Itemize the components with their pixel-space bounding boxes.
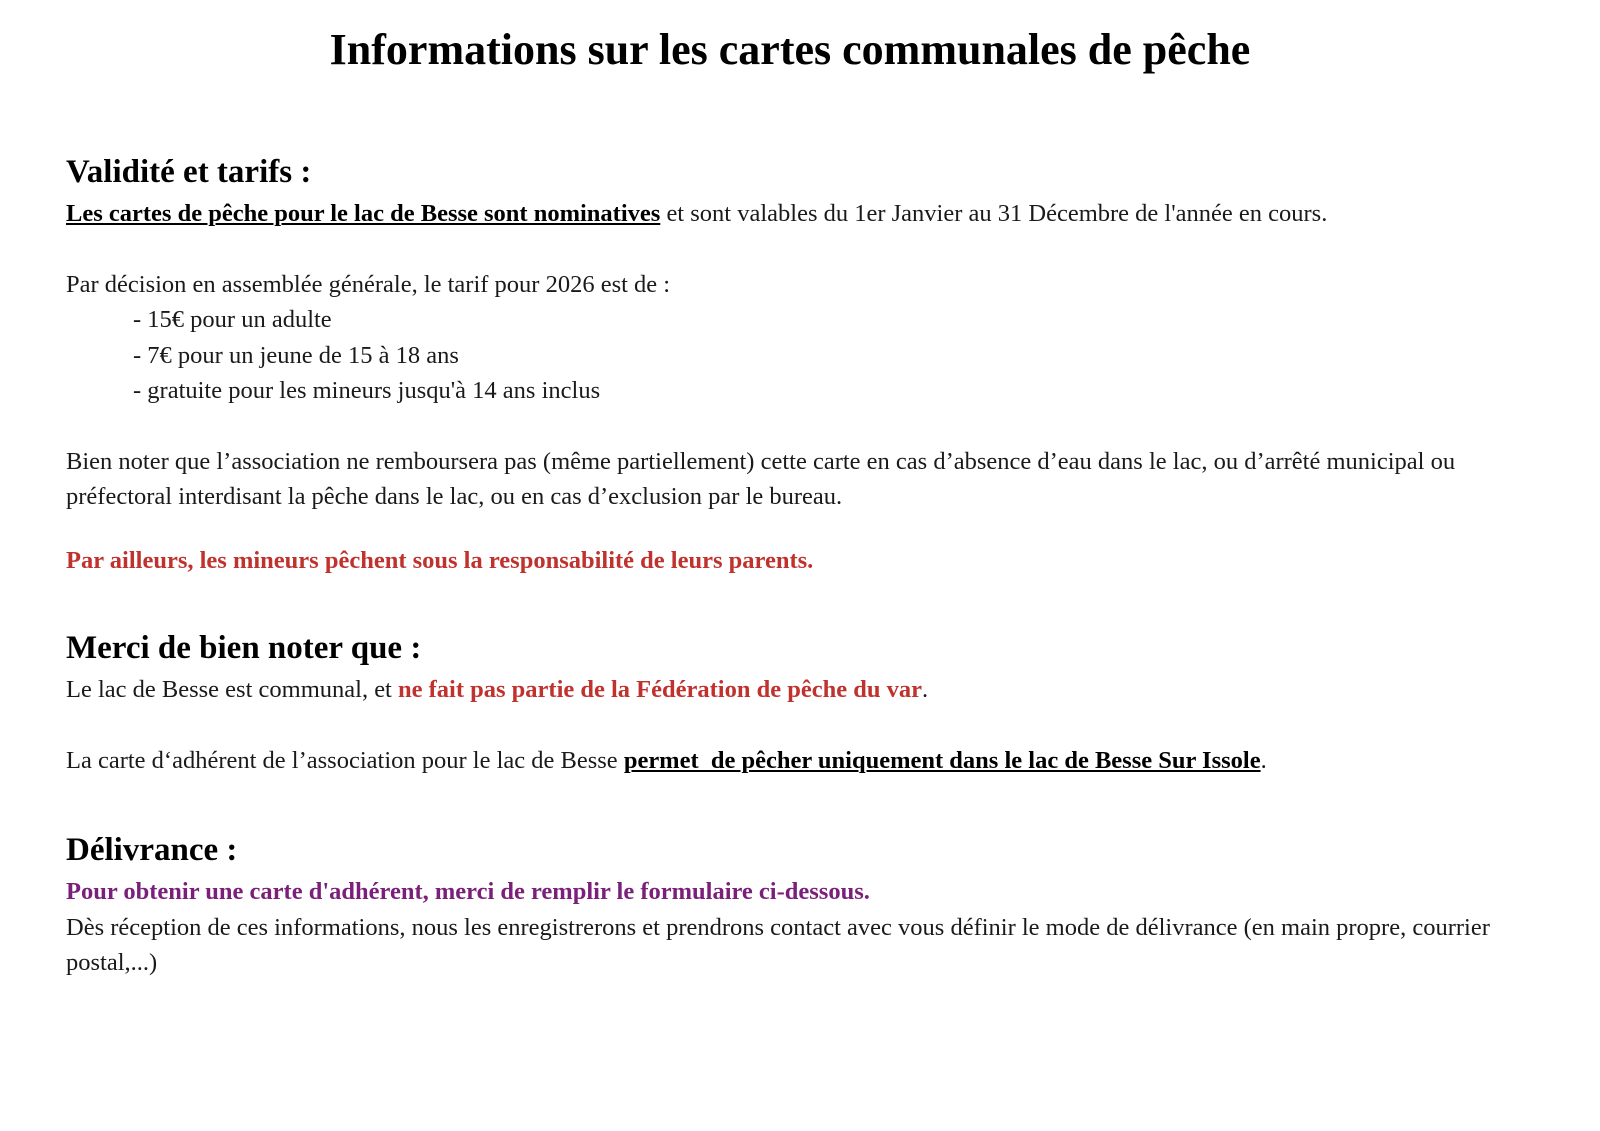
lake-suffix-text: . [922, 676, 929, 703]
validity-paragraph [66, 196, 1566, 232]
lake-status-paragraph [66, 672, 1566, 708]
section-heading-merci: Merci de bien noter que : [66, 630, 422, 666]
card-scope-paragraph [66, 743, 1566, 779]
document-body [66, 150, 1566, 981]
card-suffix-text: . [1260, 746, 1267, 774]
tarif-item-youth: - 7€ pour un jeune de 15 à 18 ans [133, 341, 459, 369]
minors-notice: Par ailleurs, les mineurs pêchent sous la responsabilité de leurs parents. [66, 546, 814, 574]
section-heading-delivrance: Délivrance : [66, 832, 238, 868]
section-validite-tarifs [66, 150, 1566, 578]
validity-rest-text: et sont valables du 1er Janvier au 31 Décembre de l'année en cours. [660, 200, 1328, 227]
section-merci-noter [66, 626, 1566, 778]
validity-underlined-text: Les cartes de pêche pour le lac de Besse sont nominatives [66, 200, 661, 227]
card-scope-underlined-text: permet de pêcher uniquement dans le lac de Besse Sur Issole [623, 746, 1261, 774]
tarif-list [66, 302, 1566, 409]
tarif-item-adult: - 15€ pour un adulte [133, 306, 332, 333]
section-heading-validite: Validité et tarifs : [66, 154, 312, 190]
form-notice: Pour obtenir une carte d'adhérent, merci de remplir le formulaire ci-dessous. [66, 878, 870, 905]
tarif-item-minor: - gratuite pour les mineurs jusqu'à 14 ans inclus [133, 377, 601, 404]
tarif-intro: Par décision en assemblée générale, le tarif pour 2026 est de : [66, 270, 671, 298]
page-title: Informations sur les cartes communales de pêche [329, 25, 1251, 74]
lake-prefix-text: Le lac de Besse est communal, et [66, 676, 398, 703]
card-prefix-text: La carte d‘adhérent de l’association pour le lac de Besse [66, 746, 624, 774]
delivery-text: Dès réception de ces informations, nous les enregistrerons et prendrons contact avec vous définir le mode de délivrance (en main propre, courrier postal,...) [66, 913, 1490, 976]
lake-federation-text: ne fait pas partie de la Fédération de pêche du var [398, 676, 922, 703]
refund-notice: Bien noter que l’association ne remboursera pas (même partiellement) cette carte en cas d’absence d’eau dans le lac, ou d’arrêté municipal ou préfectoral interdisant la pêche dans le lac, ou en cas d’exclusion par le bureau. [66, 447, 1456, 510]
section-delivrance [66, 828, 1566, 981]
